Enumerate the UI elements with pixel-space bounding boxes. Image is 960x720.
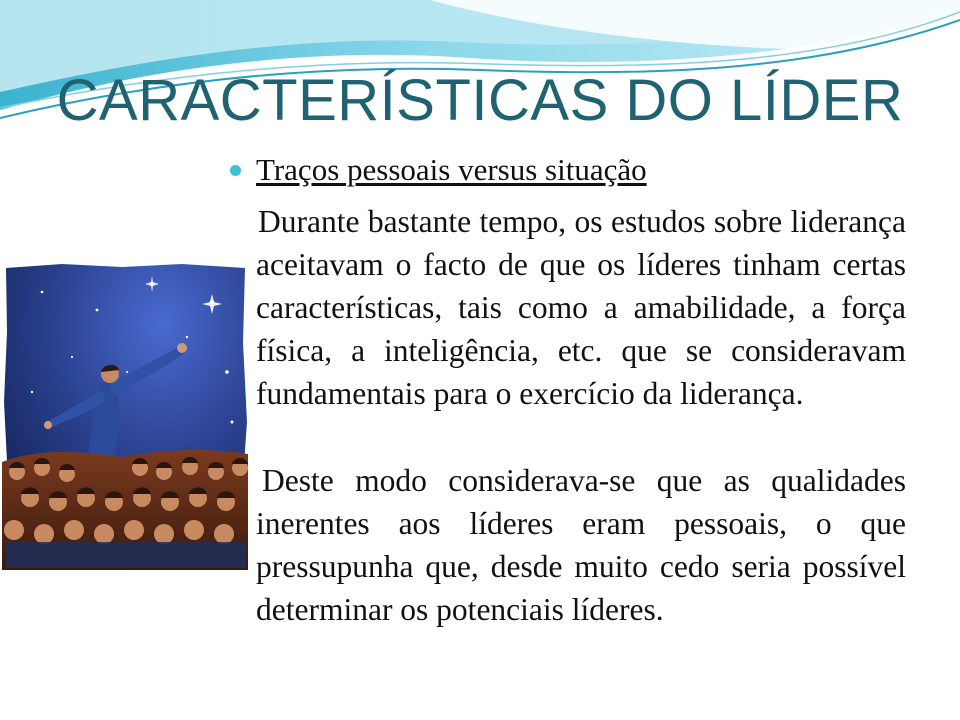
bullet-item [230, 150, 910, 194]
bullet-heading: Traços pessoais versus situação [256, 152, 647, 187]
paragraph-2: Deste modo considerava-se que as qualidades inerentes aos líderes eram pessoais, o que pressupunha que, desde muito cedo seria possível determinar os potenciais líderes. [256, 463, 906, 627]
bullet-dot-icon [230, 165, 241, 176]
leader-pointing-at-stars-over-crowd-icon [2, 262, 248, 570]
slide-title: CARACTERÍSTICAS DO LÍDER [56, 68, 904, 133]
paragraph-1: Durante bastante tempo, os estudos sobre liderança aceitavam o facto de que os líderes tinham certas características, tais como a amabilidade, a força física, a inteligência, etc. que se consideravam fundamentais para o exercício da liderança. [256, 204, 906, 411]
